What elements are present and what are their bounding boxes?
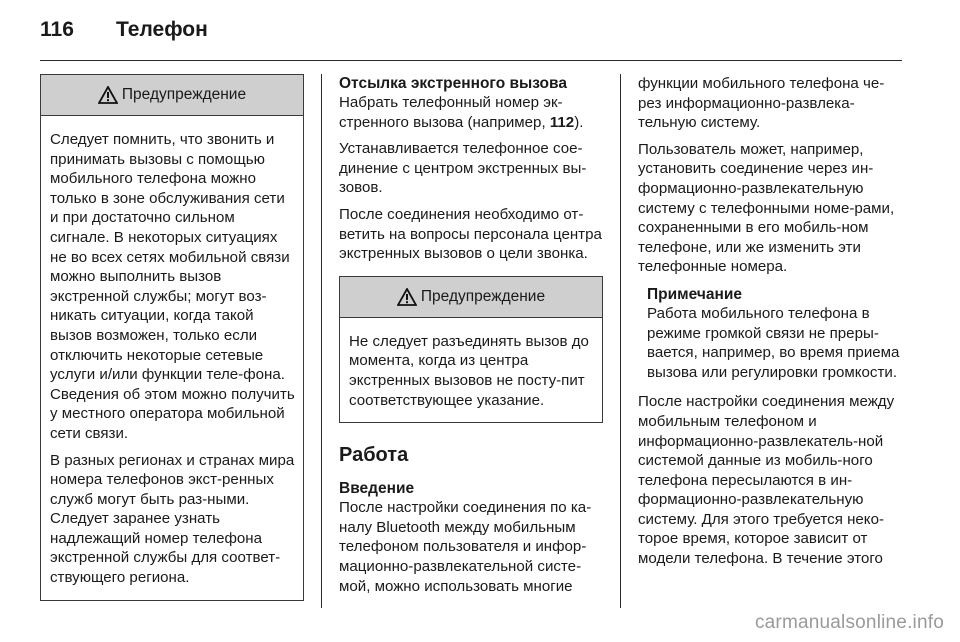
column-1: [40, 74, 304, 601]
header-rule: [40, 60, 902, 61]
chapter-title: Телефон: [116, 18, 208, 41]
warning-icon: [98, 86, 118, 104]
warning-body: [41, 116, 303, 600]
warning-box: [339, 276, 603, 423]
body-paragraph: Устанавливается телефонное сое-динение с центром экстренных вы-зовов.: [339, 140, 587, 197]
column-3: [638, 74, 904, 569]
paragraph-text: Набрать телефонный номер эк-стренного вызова (например,: [339, 94, 563, 131]
body-paragraph: функции мобильного телефона че-рез информационно-развлека-тельную систему.: [638, 75, 885, 132]
warning-title: Предупреждение: [420, 287, 546, 305]
warning-box: [40, 74, 304, 601]
warning-title: Предупреждение: [121, 86, 247, 104]
note-title: Примечание: [647, 285, 742, 303]
body-paragraph: После настройки соединения между мобильным телефоном и информационно-развлекатель-ной системой данные из мобиль-ного телефона пересылаются в ин-формационно-развлекательную систему. Для этого требуется неко-торое время, которое зависит от модели телефона. В течение этого: [638, 393, 895, 568]
column-2: [339, 74, 603, 596]
warning-header: [41, 75, 303, 116]
note-block: [638, 285, 904, 382]
warning-body: [340, 318, 602, 422]
warning-paragraph: Не следует разъединять вызов до момента, когда из центра экстренных вызовов не посту-пит соответствующее указание.: [349, 332, 589, 409]
body-paragraph: Пользователь может, например, установить соединение через ин-формационно-развлекательную систему с телефонными номе-рами, сохраненными в его мобиль-ном телефоне, или же изменить эти телефонные номера.: [638, 140, 895, 276]
warning-paragraph: Следует помнить, что звонить и принимать вызовы с помощью мобильного телефона можно только в зоне обслуживания сети и при достаточно сильном сигнале. В некоторых ситуациях не во всех сетях мобильной связи можно выполнить вызов экстренной службы; могут воз-никать ситуации, когда такой вызов возможен, только если отключить некоторые сетевые услуги и/или функции теле-фона. Сведения об этом можно получить у местного оператора мобильной сети связи.: [50, 131, 295, 442]
warning-icon: [397, 288, 417, 306]
page-number: 116: [40, 18, 74, 41]
body-paragraph: [339, 93, 603, 132]
column-divider: [321, 74, 322, 608]
note-text: Работа мобильного телефона в режиме громкой связи не преры-вается, например, во время приема вызова или регулировки громкости.: [647, 304, 900, 381]
body-paragraph: После настройки соединения по ка-налу Bluetooth между мобильным телефоном пользователя и инфор-мационно-развлекательной систе-мой, можно использовать многие: [339, 499, 592, 595]
warning-paragraph: В разных регионах и странах мира номера телефонов экст-ренных служб могут быть раз-ными. Следует заранее узнать надлежащий номер телефона экстренной службы для соответ-ствующего региона.: [50, 451, 295, 587]
section-title: Отсылка экстренного вызова: [339, 75, 567, 92]
column-divider: [620, 74, 621, 608]
page-reference: 112: [549, 113, 575, 131]
watermark: carmanualsonline.info: [754, 612, 944, 633]
section-heading: Работа: [339, 444, 409, 467]
subsection-heading: Введение: [339, 480, 415, 498]
paragraph-text: ).: [574, 113, 584, 131]
warning-header: [340, 277, 602, 318]
body-paragraph: После соединения необходимо от-ветить на вопросы персонала центра экстренных вызовов о цели звонка.: [339, 205, 602, 263]
